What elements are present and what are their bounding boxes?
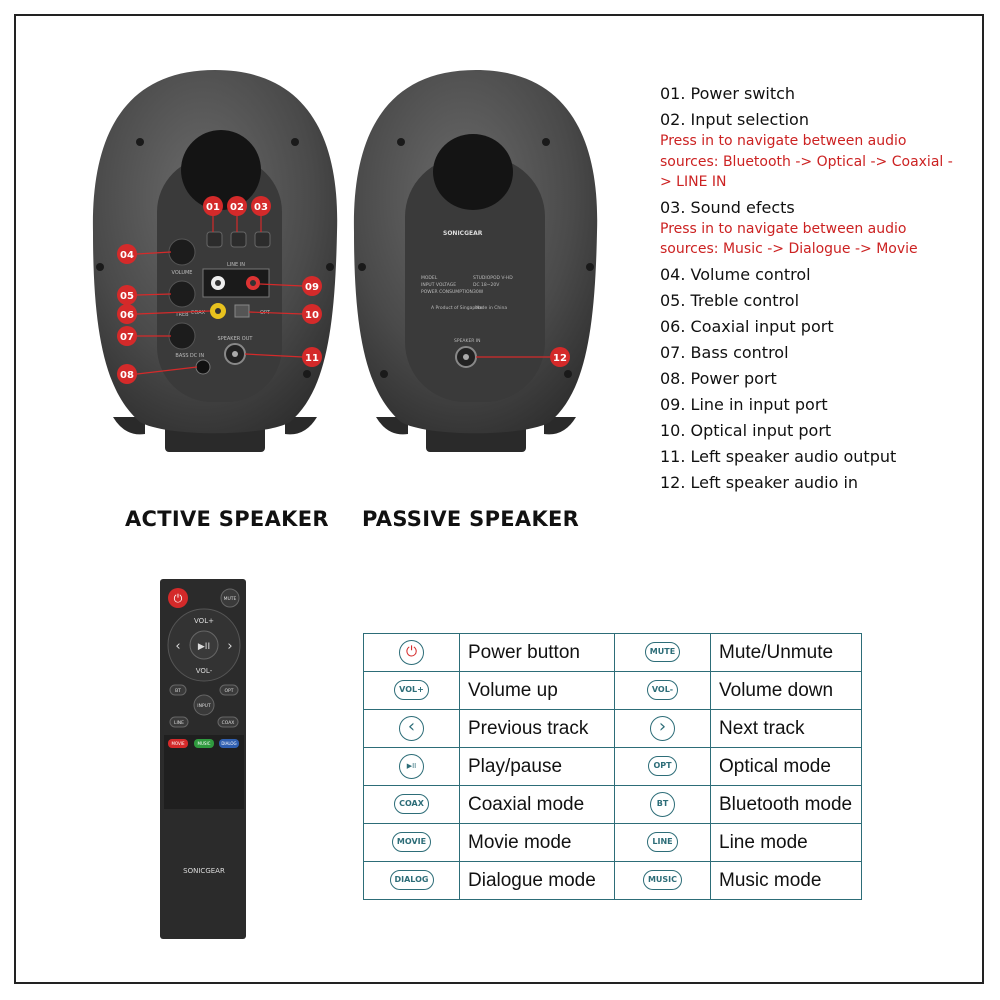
svg-text:▶II: ▶II	[197, 642, 211, 652]
music-icon: MUSIC	[643, 870, 682, 890]
remote-legend-table	[363, 633, 862, 900]
passive-voltage-value: DC 18~20V	[473, 283, 500, 288]
feature-02: 02. Input selection	[660, 110, 809, 129]
callout-12-label: 12	[553, 353, 567, 364]
legend-label: Optical mode	[711, 748, 862, 786]
feature-08: 08. Power port	[660, 368, 777, 388]
table-row	[364, 786, 862, 824]
callout-11-label: 11	[305, 353, 319, 364]
feature-10: 10. Optical input port	[660, 420, 832, 440]
volume-down-icon: VOL-	[647, 680, 678, 700]
feature-05: 05. Treble control	[660, 290, 800, 310]
legend-label: Power button	[460, 634, 615, 672]
feature-09: 09. Line in input port	[660, 394, 828, 414]
chevron-left-icon: ‹	[399, 716, 424, 741]
mute-icon: MUTE	[645, 642, 680, 662]
remote-music-label: MUSIC	[197, 741, 211, 746]
active-speaker-image	[85, 62, 345, 462]
remote-input-label: INPUT	[197, 704, 211, 709]
table-row	[364, 748, 862, 786]
legend-label: Mute/Unmute	[711, 634, 862, 672]
passive-speaker-image	[348, 62, 623, 462]
feature-04: 04. Volume control	[660, 264, 811, 284]
volume-up-icon: VOL+	[394, 680, 429, 700]
remote-control-image	[158, 577, 250, 941]
remote-vol-down-label: VOL-	[195, 667, 213, 675]
legend-label: Dialogue mode	[460, 862, 615, 900]
feature-03: 03. Sound efects	[660, 197, 795, 217]
legend-label: Line mode	[711, 824, 862, 862]
optical-icon: OPT	[648, 756, 676, 776]
callout-03-label: 03	[254, 202, 268, 213]
callout-06-label: 06	[120, 310, 134, 321]
remote-coax-label: COAX	[221, 721, 235, 726]
remote-brand: SONICGEAR	[183, 867, 225, 875]
feature-02-desc: Press in to navigate between audio sources: Bluetooth -> Optical -> Coaxial -> LINE IN	[660, 133, 953, 191]
legend-label: Play/pause	[460, 748, 615, 786]
legend-label: Volume down	[711, 672, 862, 710]
legend-label: Volume up	[460, 672, 615, 710]
remote-movie-label: MOVIE	[171, 741, 185, 746]
label-treble: TREB	[175, 312, 189, 318]
passive-voltage-key: INPUT VOLTAGE	[421, 283, 457, 288]
feature-list	[660, 83, 960, 498]
movie-icon: MOVIE	[392, 832, 431, 852]
callout-02-label: 02	[230, 202, 244, 213]
passive-origin: A Product of Singapore	[431, 306, 483, 311]
bluetooth-icon: BT	[650, 792, 675, 817]
passive-power-value: 30W	[473, 290, 484, 295]
table-row	[364, 672, 862, 710]
feature-03-desc: Press in to navigate between audio sources: Music -> Dialogue -> Movie	[660, 220, 918, 258]
callout-09-label: 09	[305, 282, 319, 293]
legend-label: Coaxial mode	[460, 786, 615, 824]
line-icon: LINE	[647, 832, 677, 852]
legend-label: Movie mode	[460, 824, 615, 862]
callout-05-label: 05	[120, 291, 134, 302]
passive-power-key: POWER CONSUMPTION	[421, 290, 473, 295]
svg-text:›: ›	[227, 639, 233, 654]
callout-07-label: 07	[120, 332, 134, 343]
remote-line-label: LINE	[173, 721, 185, 726]
label-dc-in: DC IN	[189, 353, 205, 359]
label-line-in: LINE IN	[227, 262, 245, 268]
callout-01-label: 01	[206, 202, 220, 213]
label-bass: BASS	[175, 353, 189, 359]
chevron-right-icon: ›	[650, 716, 675, 741]
legend-label: Previous track	[460, 710, 615, 748]
remote-opt-label: OPT	[224, 689, 234, 694]
feature-11: 11. Left speaker audio output	[660, 446, 897, 466]
table-row	[364, 824, 862, 862]
passive-brand: SONICGEAR	[443, 230, 483, 237]
legend-label: Bluetooth mode	[711, 786, 862, 824]
table-row	[364, 710, 862, 748]
callout-08-label: 08	[120, 370, 134, 381]
passive-model-key: MODEL	[421, 276, 438, 281]
remote-vol-up-label: VOL+	[194, 617, 214, 625]
callout-10-label: 10	[305, 310, 319, 321]
feature-12: 12. Left speaker audio in	[660, 472, 859, 492]
passive-speaker-caption: PASSIVE SPEAKER	[362, 507, 580, 531]
passive-made-in: Made in China	[475, 306, 508, 311]
coaxial-icon: COAX	[394, 794, 429, 814]
label-speaker-out: SPEAKER OUT	[217, 336, 253, 342]
dialog-icon: DIALOG	[390, 870, 434, 890]
svg-text:⏻: ⏻	[173, 592, 183, 605]
feature-01: 01. Power switch	[660, 84, 796, 103]
feature-07: 07. Bass control	[660, 342, 789, 362]
svg-text:‹: ‹	[175, 639, 181, 654]
feature-06: 06. Coaxial input port	[660, 316, 834, 336]
power-icon: ⏻	[399, 640, 424, 665]
active-speaker-caption: ACTIVE SPEAKER	[125, 507, 329, 531]
play-pause-icon: ▶II	[399, 754, 424, 779]
callout-04-label: 04	[120, 250, 134, 261]
table-row	[364, 634, 862, 672]
remote-dialog-label: DIALOG	[221, 741, 237, 746]
legend-label: Next track	[711, 710, 862, 748]
label-coax: COAX	[190, 310, 206, 316]
legend-label: Music mode	[711, 862, 862, 900]
label-volume: VOLUME	[171, 270, 193, 276]
remote-mute-label: MUTE	[223, 597, 237, 602]
table-row	[364, 862, 862, 900]
label-speaker-in: SPEAKER IN	[454, 339, 481, 344]
passive-model-value: STUDIOPOD V-HD	[473, 276, 513, 281]
remote-bt-label: BT	[175, 689, 181, 694]
